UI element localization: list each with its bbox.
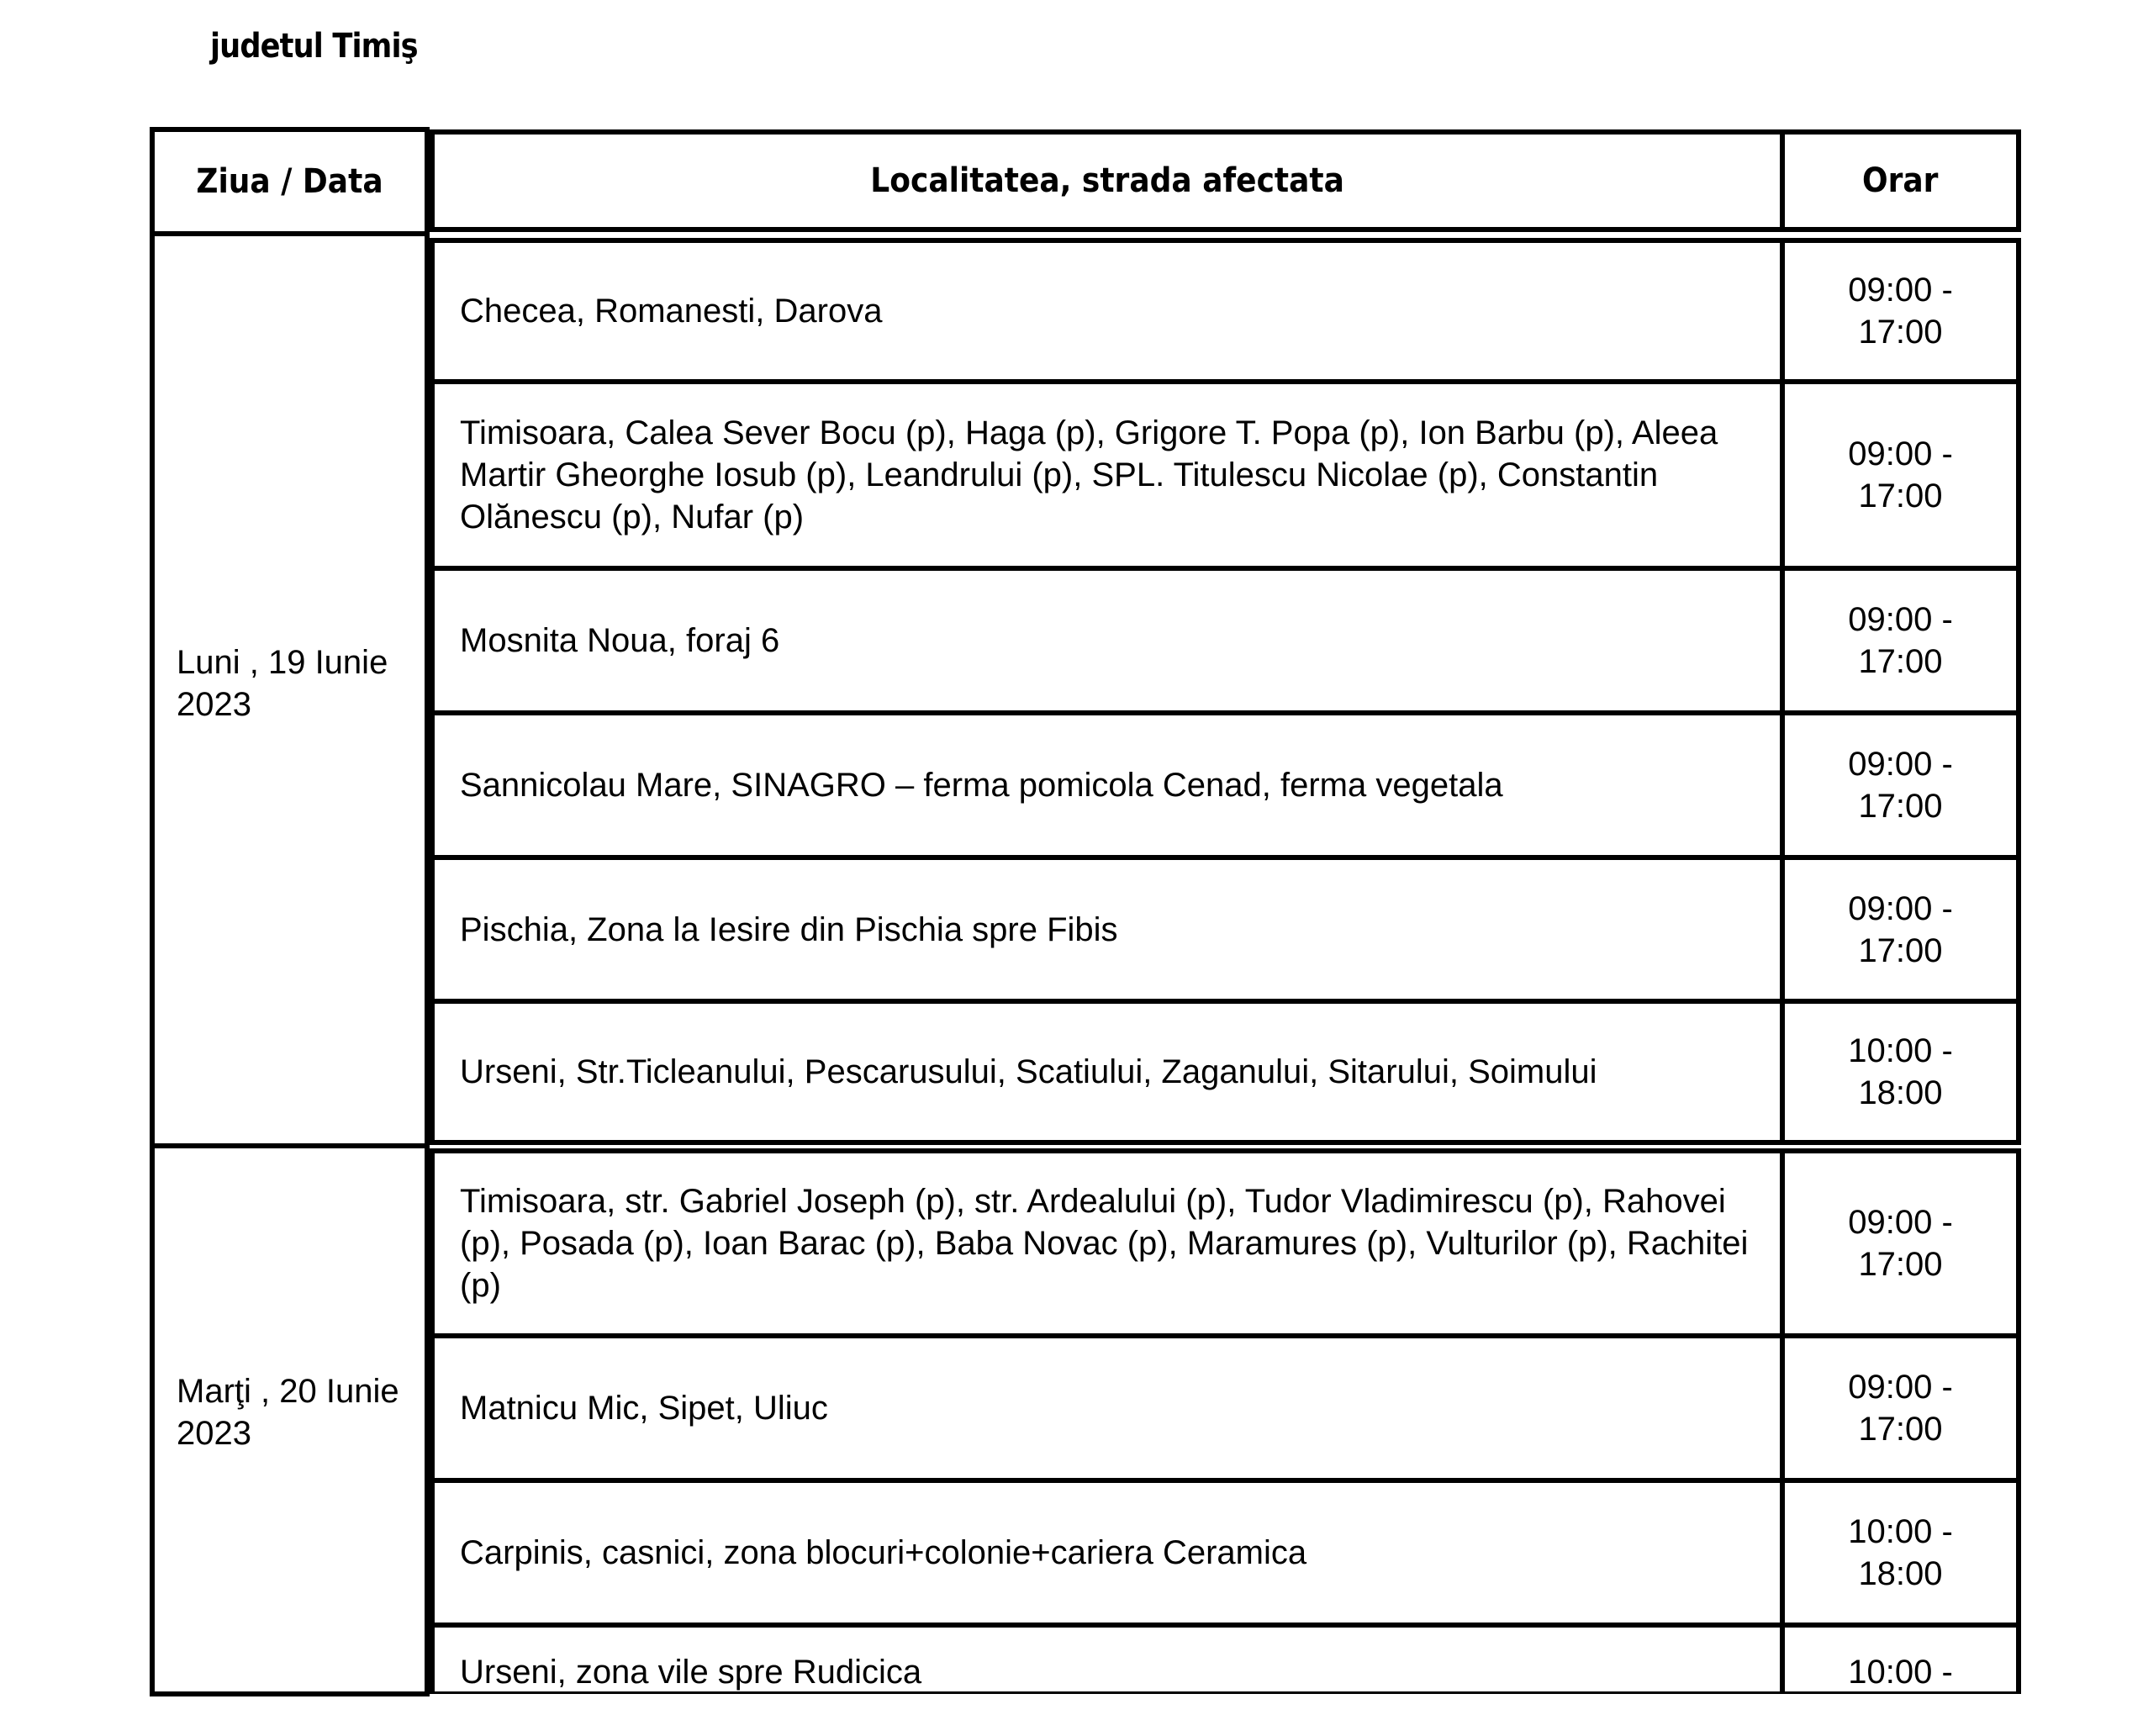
table-row-location: Pischia, Zona la Iesire din Pischia spre Fibis — [430, 855, 1785, 1004]
table-row-schedule: 09:00 - 17:00 — [1780, 1333, 2021, 1483]
table-row-schedule: 09:00 - 17:00 — [1780, 1148, 2021, 1338]
table-row-schedule: 10:00 - 18:00 — [1780, 1478, 2021, 1628]
header-location-label: Localitatea, strada afectata — [870, 161, 1344, 200]
table-row-location: Sannicolau Mare, SINAGRO – ferma pomicola Cenad, ferma vegetala — [430, 710, 1785, 860]
table-row-schedule: 10:00 - — [1780, 1623, 2021, 1694]
table-row-location: Timisoara, Calea Sever Bocu (p), Haga (p), Grigore T. Popa (p), Ion Barbu (p), Aleea Martir Gheorghe Iosub (p), Leandrului (p), SPL. Titulescu Nicolae (p), Constantin Olănescu (p), Nufar (p) — [430, 379, 1785, 571]
header-day-label: Ziua / Data — [196, 162, 383, 201]
table-row-schedule: 10:00 - 18:00 — [1780, 999, 2021, 1145]
document-title: judetul Timiş — [210, 27, 418, 66]
table-row-schedule: 09:00 - 17:00 — [1780, 566, 2021, 715]
table-row-location: Timisoara, str. Gabriel Joseph (p), str. Ardealului (p), Tudor Vladimirescu (p), Rahovei (p), Posada (p), Ioan Barac (p), Baba Novac (p), Maramures (p), Vulturilor (p), Rachitei (p) — [430, 1148, 1785, 1338]
table-row-schedule: 09:00 - 17:00 — [1780, 710, 2021, 860]
table-row-location: Urseni, zona vile spre Rudicica — [430, 1623, 1785, 1694]
table-row-schedule: 09:00 - 17:00 — [1780, 238, 2021, 384]
table-row-location: Mosnita Noua, foraj 6 — [430, 566, 1785, 715]
day-label-2: Marţi , 20 Iunie 2023 — [177, 1373, 399, 1452]
table-row-schedule: 09:00 - 17:00 — [1780, 855, 2021, 1004]
table-row-location: Urseni, Str.Ticleanului, Pescarusului, Scatiului, Zaganului, Sitarului, Soimului — [430, 999, 1785, 1145]
table-row-location: Carpinis, casnici, zona blocuri+colonie+cariera Ceramica — [430, 1478, 1785, 1628]
header-schedule-label: Orar — [1862, 161, 1939, 200]
table-row-location: Matnicu Mic, Sipet, Uliuc — [430, 1333, 1785, 1483]
day-label-1: Luni , 19 Iunie 2023 — [177, 644, 388, 723]
table-row-location: Checea, Romanesti, Darova — [430, 238, 1785, 384]
table-row-schedule: 09:00 - 17:00 — [1780, 379, 2021, 571]
